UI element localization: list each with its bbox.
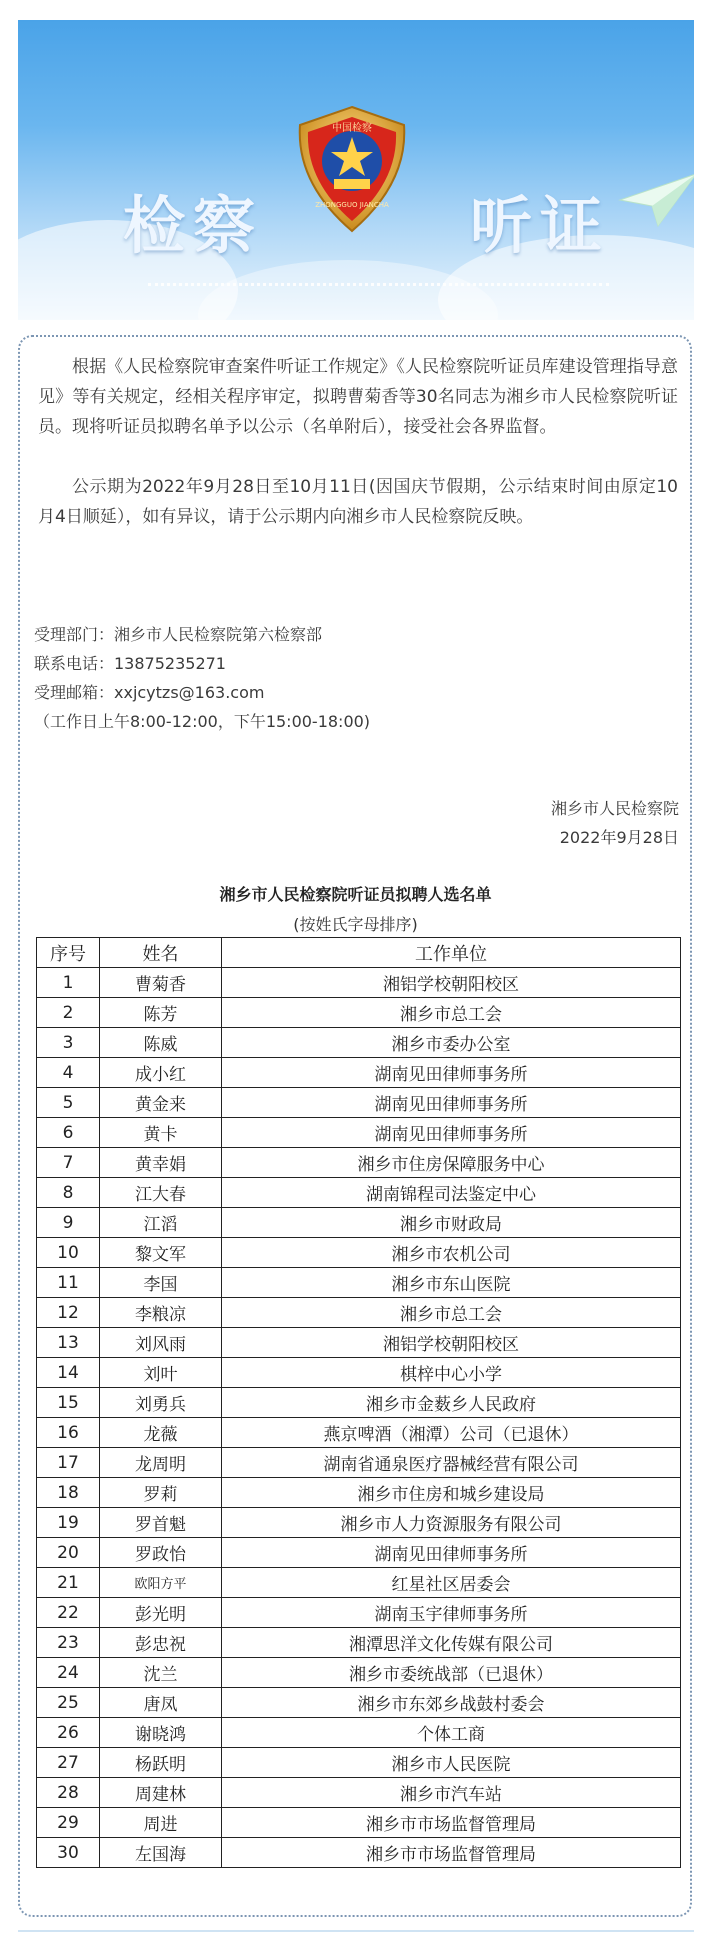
cloud-decoration [198, 260, 498, 320]
row-workplace: 湖南见田律师事务所 [222, 1118, 681, 1148]
row-workplace: 湘乡市农机公司 [222, 1238, 681, 1268]
row-index: 1 [37, 968, 100, 998]
row-workplace: 湘乡市人力资源服务有限公司 [222, 1508, 681, 1538]
row-workplace: 湘乡市总工会 [222, 1298, 681, 1328]
row-name: 江滔 [100, 1208, 222, 1238]
row-index: 24 [37, 1658, 100, 1688]
row-workplace: 湖南见田律师事务所 [222, 1058, 681, 1088]
table-row [37, 998, 681, 1028]
row-workplace: 湘乡市市场监督管理局 [222, 1808, 681, 1838]
emblem-bottom-text: ZHONGGUO JIANCHA [315, 201, 389, 209]
banner-title-left: 检察 [123, 189, 264, 262]
row-index: 29 [37, 1808, 100, 1838]
row-index: 27 [37, 1748, 100, 1778]
row-name: 龙薇 [100, 1418, 222, 1448]
signature-org: 湘乡市人民检察院 [550, 799, 679, 818]
row-index: 18 [37, 1478, 100, 1508]
row-name: 刘叶 [100, 1358, 222, 1388]
table-row [37, 1838, 681, 1868]
row-name: 江大春 [100, 1178, 222, 1208]
contact-hours: （工作日上午8:00-12:00，下午15:00-18:00) [34, 712, 371, 731]
table-row [37, 1238, 681, 1268]
table-row [37, 1418, 681, 1448]
row-name: 黎文军 [100, 1238, 222, 1268]
row-index: 13 [37, 1328, 100, 1358]
table-row [37, 1118, 681, 1148]
header-workplace: 工作单位 [222, 938, 681, 968]
row-workplace: 湘乡市人民医院 [222, 1748, 681, 1778]
row-name: 周进 [100, 1808, 222, 1838]
table-header-row [37, 938, 681, 968]
row-name: 唐凤 [100, 1688, 222, 1718]
row-index: 17 [37, 1448, 100, 1478]
contact-dept: 受理部门：湘乡市人民检察院第六检察部 [34, 625, 323, 644]
table-row [37, 968, 681, 998]
row-workplace: 湘乡市金薮乡人民政府 [222, 1388, 681, 1418]
row-name: 刘勇兵 [100, 1388, 222, 1418]
row-index: 28 [37, 1778, 100, 1808]
row-index: 5 [37, 1088, 100, 1118]
header-name: 姓名 [100, 938, 222, 968]
hero-banner [18, 20, 694, 320]
table-row [37, 1388, 681, 1418]
table-row [37, 1658, 681, 1688]
row-index: 14 [37, 1358, 100, 1388]
row-workplace: 湖南省通泉医疗器械经营有限公司 [222, 1448, 681, 1478]
banner-dotted-line [148, 283, 609, 286]
row-index: 15 [37, 1388, 100, 1418]
row-workplace: 湘铝学校朝阳校区 [222, 1328, 681, 1358]
row-workplace: 湘乡市财政局 [222, 1208, 681, 1238]
row-workplace: 个体工商 [222, 1718, 681, 1748]
table-row [37, 1028, 681, 1058]
row-index: 12 [37, 1298, 100, 1328]
table-row [37, 1298, 681, 1328]
row-index: 6 [37, 1118, 100, 1148]
banner-title-right: 听证 [470, 189, 611, 262]
table-row [37, 1478, 681, 1508]
table-row [37, 1328, 681, 1358]
table-row [37, 1148, 681, 1178]
row-index: 10 [37, 1238, 100, 1268]
table-row [37, 1568, 681, 1598]
row-index: 16 [37, 1418, 100, 1448]
row-workplace: 湖南见田律师事务所 [222, 1538, 681, 1568]
table-row [37, 1718, 681, 1748]
row-name: 周建林 [100, 1778, 222, 1808]
row-name: 陈威 [100, 1028, 222, 1058]
row-workplace: 湘乡市总工会 [222, 998, 681, 1028]
notice-paragraph-2: 公示期为2022年9月28日至10月11日(因国庆节假期，公示结束时间由原定10月4日顺延），如有异议，请于公示期内向湘乡市人民检察院反映。 [38, 477, 678, 527]
table-row [37, 1448, 681, 1478]
table-row [37, 1208, 681, 1238]
row-name: 沈兰 [100, 1658, 222, 1688]
row-name: 陈芳 [100, 998, 222, 1028]
header-index: 序号 [37, 938, 100, 968]
candidate-table [36, 937, 681, 1868]
row-name: 黄卡 [100, 1118, 222, 1148]
row-workplace: 湘乡市住房和城乡建设局 [222, 1478, 681, 1508]
table-row [37, 1628, 681, 1658]
row-index: 11 [37, 1268, 100, 1298]
row-index: 22 [37, 1598, 100, 1628]
table-row [37, 1178, 681, 1208]
row-workplace: 湘乡市东郊乡战鼓村委会 [222, 1688, 681, 1718]
row-workplace: 湘乡市住房保障服务中心 [222, 1148, 681, 1178]
row-index: 20 [37, 1538, 100, 1568]
row-index: 3 [37, 1028, 100, 1058]
table-title: 湘乡市人民检察院听证员拟聘人选名单 [219, 885, 492, 904]
row-workplace: 燕京啤酒（湘潭）公司（已退休） [222, 1418, 681, 1448]
row-index: 25 [37, 1688, 100, 1718]
paper-plane-icon [618, 170, 694, 230]
row-index: 4 [37, 1058, 100, 1088]
table-row [37, 1808, 681, 1838]
table-row [37, 1598, 681, 1628]
row-name: 罗莉 [100, 1478, 222, 1508]
table-row [37, 1688, 681, 1718]
row-workplace: 湘乡市市场监督管理局 [222, 1838, 681, 1868]
bottom-divider [18, 1930, 694, 1932]
table-row [37, 1538, 681, 1568]
row-workplace: 湘铝学校朝阳校区 [222, 968, 681, 998]
row-workplace: 棋梓中心小学 [222, 1358, 681, 1388]
row-workplace: 湖南见田律师事务所 [222, 1088, 681, 1118]
row-name: 李粮凉 [100, 1298, 222, 1328]
row-name: 左国海 [100, 1838, 222, 1868]
row-name: 李国 [100, 1268, 222, 1298]
table-row [37, 1268, 681, 1298]
row-index: 9 [37, 1208, 100, 1238]
row-index: 7 [37, 1148, 100, 1178]
table-row [37, 1778, 681, 1808]
notice-paragraph-1: 根据《人民检察院审查案件听证工作规定》《人民检察院听证员库建设管理指导意见》等有关规定，经相关程序审定，拟聘曹菊香等30名同志为湘乡市人民检察院听证员。现将听证员拟聘名单予以公示（名单附后），接受社会各界监督。 [38, 357, 678, 437]
table-row [37, 1088, 681, 1118]
row-workplace: 湘潭思洋文化传媒有限公司 [222, 1628, 681, 1658]
row-name: 曹菊香 [100, 968, 222, 998]
row-name: 彭忠祝 [100, 1628, 222, 1658]
row-name: 罗首魁 [100, 1508, 222, 1538]
table-row [37, 1358, 681, 1388]
row-index: 23 [37, 1628, 100, 1658]
row-index: 19 [37, 1508, 100, 1538]
row-workplace: 湘乡市汽车站 [222, 1778, 681, 1808]
row-index: 21 [37, 1568, 100, 1598]
row-index: 2 [37, 998, 100, 1028]
row-workplace: 湖南玉宇律师事务所 [222, 1598, 681, 1628]
table-body [37, 968, 681, 1868]
contact-email[interactable]: 受理邮箱：xxjcytzs@163.com [34, 683, 265, 702]
row-index: 30 [37, 1838, 100, 1868]
table-row [37, 1508, 681, 1538]
procuratorate-emblem-icon [286, 103, 418, 235]
row-name: 彭光明 [100, 1598, 222, 1628]
table-row [37, 1748, 681, 1778]
row-index: 26 [37, 1718, 100, 1748]
contact-phone[interactable]: 联系电话：13875235271 [34, 654, 226, 673]
row-name: 龙周明 [100, 1448, 222, 1478]
signature-date: 2022年9月28日 [559, 828, 679, 847]
row-workplace: 湖南锦程司法鉴定中心 [222, 1178, 681, 1208]
emblem-top-text: 中国检察 [332, 123, 372, 134]
row-workplace: 红星社区居委会 [222, 1568, 681, 1598]
row-name: 谢晓鸿 [100, 1718, 222, 1748]
row-workplace: 湘乡市委办公室 [222, 1028, 681, 1058]
row-workplace: 湘乡市东山医院 [222, 1268, 681, 1298]
row-name: 杨跃明 [100, 1748, 222, 1778]
row-name: 刘风雨 [100, 1328, 222, 1358]
row-name: 黄金来 [100, 1088, 222, 1118]
row-name: 罗政怡 [100, 1538, 222, 1568]
table-subtitle: (按姓氏字母排序) [293, 915, 418, 934]
row-index: 8 [37, 1178, 100, 1208]
row-workplace: 湘乡市委统战部（已退休） [222, 1658, 681, 1688]
row-name: 成小红 [100, 1058, 222, 1088]
row-name: 欧阳方平 [100, 1568, 222, 1598]
row-name: 黄幸娟 [100, 1148, 222, 1178]
table-row [37, 1058, 681, 1088]
